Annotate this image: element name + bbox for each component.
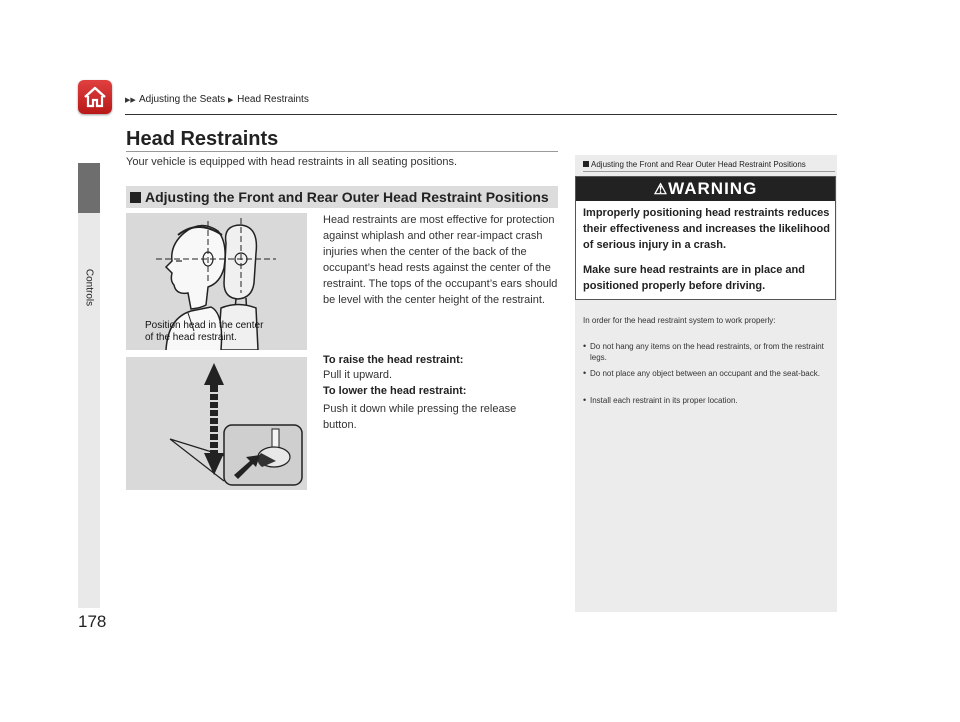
- side-note-heading: [583, 160, 806, 169]
- side-note-divider: [583, 171, 835, 172]
- home-icon: [83, 86, 107, 108]
- breadcrumb-arrow-icon: ▶▶: [125, 97, 136, 104]
- figure-caption: [145, 320, 263, 344]
- warning-label: WARNING: [668, 179, 758, 198]
- warning-paragraph-2: Make sure head restraints are in place and positioned properly before driving.: [583, 264, 805, 292]
- side-note-heading-text: Adjusting the Front and Rear Outer Head Restraint Positions: [591, 160, 806, 169]
- raise-text: Pull it upward.: [323, 369, 393, 381]
- list-item: • Install each restraint in its proper location.: [583, 395, 831, 406]
- intro-text: Your vehicle is equipped with head restraints in all seating positions.: [126, 156, 458, 168]
- sidebar-section-label[interactable]: Controls: [83, 268, 95, 307]
- sidebar-tab-active: [78, 163, 100, 213]
- breadcrumb-current: Head Restraints: [237, 94, 309, 105]
- list-item: • Do not hang any items on the head restraints, or from the restraint legs.: [583, 341, 831, 363]
- header-divider: [125, 114, 837, 115]
- figure-caption-line1: Position head in the center: [145, 320, 264, 331]
- adjust-restraint-figure: [126, 357, 307, 490]
- warning-triangle-icon: ⚠: [653, 181, 669, 198]
- section-heading-text: Adjusting the Front and Rear Outer Head Restraint Positions: [145, 189, 549, 205]
- release-button-illustration: [126, 357, 307, 490]
- body-paragraph: Head restraints are most effective for protection against whiplash and other rear-impact crash injuries when the center of the back of the occupant’s head rests against the center of the restraint. The tops of the occupant’s ears should be level with the center height of the restraint.: [323, 214, 558, 306]
- lower-heading: To lower the head restraint:: [323, 385, 467, 397]
- raise-heading: To raise the head restraint:: [323, 354, 464, 366]
- list-item: • Do not place any object between an occupant and the seat-back.: [583, 368, 831, 379]
- breadcrumb: [125, 94, 309, 105]
- page-number: 178: [78, 612, 107, 631]
- breadcrumb-link-seats[interactable]: Adjusting the Seats: [139, 94, 226, 105]
- page-title: Head Restraints: [126, 128, 279, 150]
- lower-text: Push it down while pressing the release button.: [323, 403, 517, 431]
- title-divider: [126, 151, 558, 152]
- breadcrumb-arrow-icon: ▶: [227, 97, 234, 104]
- side-note-square-icon: [583, 161, 589, 167]
- figure-caption-line2: of the head restraint.: [145, 332, 237, 343]
- section-square-icon: [130, 192, 141, 203]
- section-heading: [126, 186, 558, 208]
- side-note-intro: In order for the head restraint system to work properly:: [583, 316, 776, 325]
- warning-banner: [576, 177, 835, 201]
- warning-paragraph-1: Improperly positioning head restraints reduces their effectiveness and increases the likelihood of serious injury in a crash.: [583, 207, 830, 251]
- home-button[interactable]: [78, 80, 112, 114]
